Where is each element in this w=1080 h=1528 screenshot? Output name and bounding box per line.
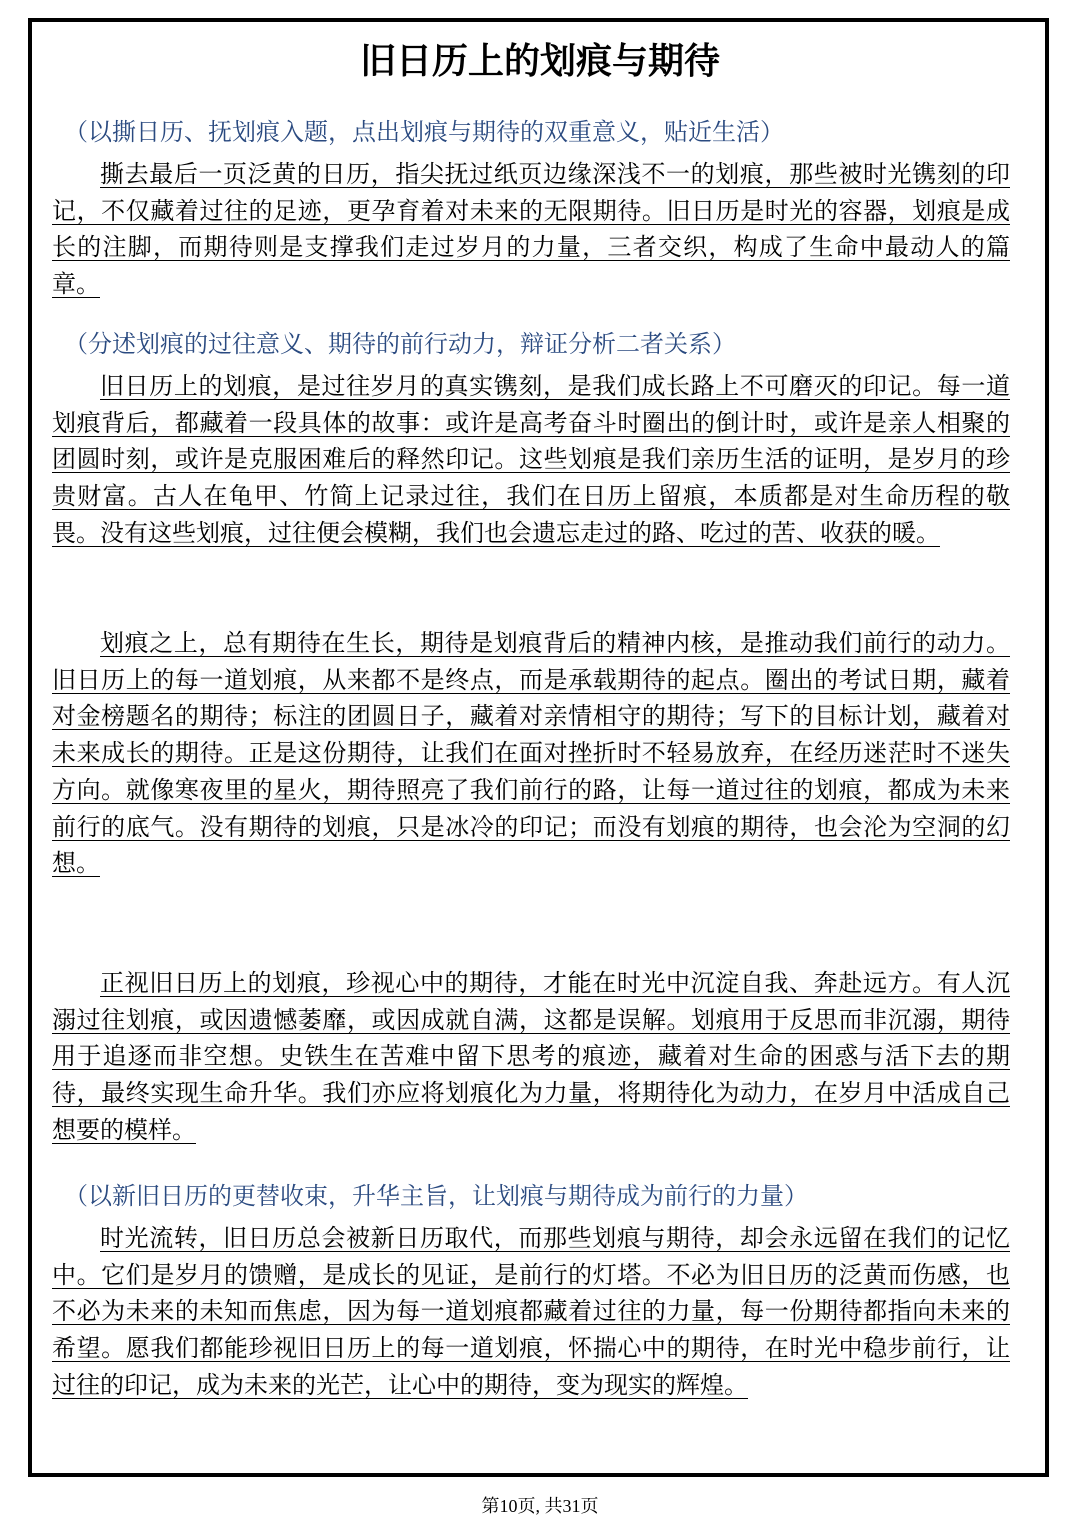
outline-note-conclusion: （以新旧日历的更替收束，升华主旨，让划痕与期待成为前行的力量）: [64, 1182, 808, 1210]
outline-note-body: （分述划痕的过往意义、期待的前行动力，辩证分析二者关系）: [64, 330, 736, 358]
page-number: 第10页, 共31页: [481, 1496, 599, 1516]
outline-note-intro: （以撕日历、抚划痕入题，点出划痕与期待的双重意义，贴近生活）: [64, 118, 784, 146]
paragraph-intro: 撕去最后一页泛黄的日历，指尖抚过纸页边缘深浅不一的划痕，那些被时光镌刻的印记，不仅藏着过往的足迹，更孕育着对未来的无限期待。旧日历是时光的容器，划痕是成长的注脚，而期待则是支撑我们走过岁月的力量，三者交织，构成了生命中最动人的篇章。: [52, 160, 1010, 299]
paragraph-body-3: 正视旧日历上的划痕，珍视心中的期待，才能在时光中沉淀自我、奔赴远方。有人沉溺过往划痕，或因遗憾萎靡，或因成就自满，这都是误解。划痕用于反思而非沉溺，期待用于追逐而非空想。史铁生在苦难中留下思考的痕迹，藏着对生命的困惑与活下去的期待，最终实现生命升华。我们亦应将划痕化为力量，将期待化为动力，在岁月中活成自己想要的模样。: [52, 969, 1010, 1144]
paragraph-body-2: 划痕之上，总有期待在生长，期待是划痕背后的精神内核，是推动我们前行的动力。旧日历上的每一道划痕，从来都不是终点，而是承载期待的起点。圈出的考试日期，藏着对金榜题名的期待；标注的团圆日子，藏着对亲情相守的期待；写下的目标计划，藏着对未来成长的期待。正是这份期待，让我们在面对挫折时不轻易放弃，在经历迷茫时不迷失方向。就像寒夜里的星火，期待照亮了我们前行的路，让每一道过往的划痕，都成为未来前行的底气。没有期待的划痕，只是冰冷的印记；而没有划痕的期待，也会沦为空洞的幻想。: [52, 629, 1010, 878]
paragraph-conclusion: 时光流转，旧日历总会被新日历取代，而那些划痕与期待，却会永远留在我们的记忆中。它们是岁月的馈赠，是成长的见证，是前行的灯塔。不必为旧日历的泛黄而伤感，也不必为未来的未知而焦虑，因为每一道划痕都藏着过往的力量，每一份期待都指向未来的希望。愿我们都能珍视旧日历上的每一道划痕，怀揣心中的期待，在时光中稳步前行，让过往的印记，成为未来的光芒，让心中的期待，变为现实的辉煌。: [52, 1224, 1010, 1399]
paragraph-body-1: 旧日历上的划痕，是过往岁月的真实镌刻，是我们成长路上不可磨灭的印记。每一道划痕背后，都藏着一段具体的故事：或许是高考奋斗时圈出的倒计时，或许是亲人相聚的团圆时刻，或许是克服困难后的释然印记。这些划痕是我们亲历生活的证明，是岁月的珍贵财富。古人在龟甲、竹简上记录过往，我们在日历上留痕，本质都是对生命历程的敬畏。没有这些划痕，过往便会模糊，我们也会遗忘走过的路、吃过的苦、收获的暖。: [52, 372, 1010, 547]
essay-title: 旧日历上的划痕与期待: [359, 40, 720, 82]
